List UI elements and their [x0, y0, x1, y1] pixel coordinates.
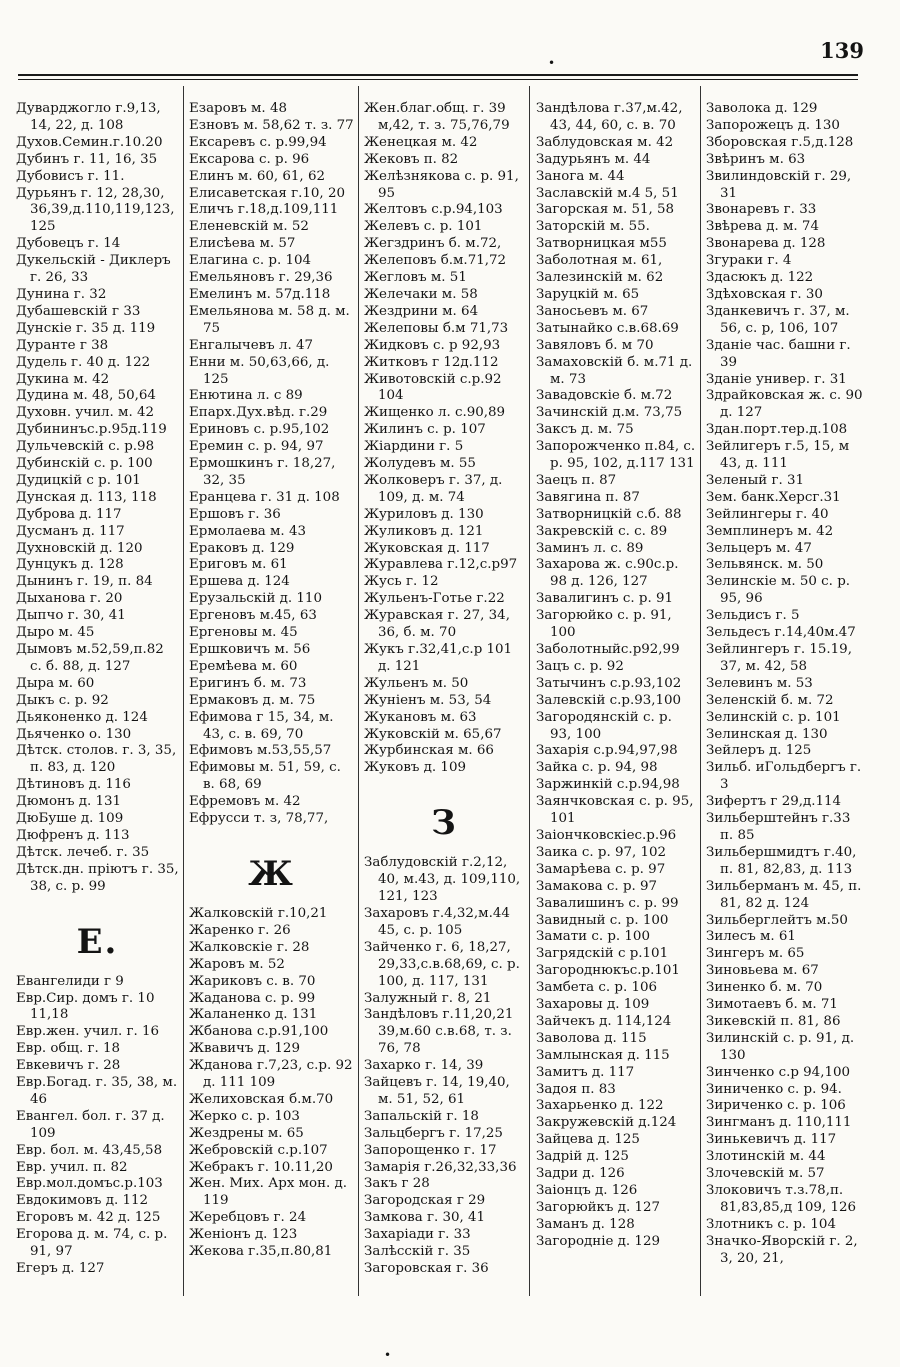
- page-number: 139: [820, 38, 864, 63]
- directory-entry: Загоровская г. 36: [364, 1261, 489, 1276]
- directory-entry: Зандѣловъ г.11,20,21 39,м.60 с.в.68, т. з. 76, 78: [364, 1007, 518, 1057]
- directory-entry: Зингеръ м. 65: [706, 946, 805, 962]
- directory-entry: Заминъ л. с. 89: [536, 540, 644, 556]
- directory-entry: Дѣтск. лечеб. г. 35: [16, 844, 150, 860]
- directory-entry: Зинькевичъ д. 117: [706, 1132, 837, 1148]
- directory-entry: Женіонъ д. 123: [189, 1227, 298, 1243]
- directory-entry: Евр.Сир. домъ г. 10 11,18: [16, 990, 159, 1023]
- directory-entry: Дыра м. 60: [16, 675, 95, 691]
- directory-entry: Звѣринъ м. 63: [706, 151, 806, 167]
- directory-entry: Дымовъ м.52,59,п.82 с. б. 88, д. 127: [16, 642, 169, 674]
- directory-entry: Жаланенко д. 131: [189, 1007, 318, 1023]
- directory-entry: Жбанова с.р.91,100: [189, 1024, 329, 1040]
- directory-entry: Ериговъ м. 61: [189, 557, 288, 573]
- directory-entry: Зальцбергъ г. 17,25: [364, 1125, 503, 1141]
- directory-entry: Егеръ д. 127: [16, 1261, 105, 1276]
- directory-entry: Зданіе час. башни г. 39: [706, 337, 855, 370]
- directory-entry: Зелинскій с. р. 101: [706, 709, 841, 725]
- directory-entry: Жалковскій г.10,21: [189, 905, 328, 921]
- directory-entry: Жаровъ м. 52: [189, 956, 285, 972]
- directory-entry: Зильберманъ м. 45, п. 81, 82 д. 124: [706, 878, 866, 911]
- directory-entry: Ефимова г 15, 34, м. 43, с. в. 69, 70: [189, 709, 338, 742]
- directory-entry: Евкевичъ г. 28: [16, 1058, 121, 1074]
- directory-entry: Елисаветская г.10, 20: [189, 185, 345, 201]
- directory-entry: Захаріади г. 33: [364, 1227, 471, 1243]
- directory-entry: Еригинъ б. м. 73: [189, 675, 307, 691]
- directory-entry: Залужный г. 8, 21: [364, 990, 492, 1006]
- directory-entry: Ефрусси т. з, 78,77,: [189, 811, 329, 827]
- directory-entry: Зданіе универ. г. 31: [706, 371, 847, 387]
- directory-entry: Зданкевичъ г. 37, м. 56, с. р, 106, 107: [706, 303, 854, 336]
- directory-entry: Жолковеръ г. 37, д. 109, д. м. 74: [364, 472, 507, 505]
- directory-entry: Дукина м. 42: [16, 371, 110, 387]
- directory-entry: Епарх.Дух.вѣд. г.29: [189, 405, 328, 421]
- directory-entry: Жездрини м. 64: [364, 303, 479, 319]
- directory-entry: Дудина м. 48, 50,64: [16, 388, 156, 404]
- directory-entry: Дуранте г 38: [16, 337, 109, 353]
- directory-entry: Земплинеръ м. 42: [706, 523, 834, 539]
- directory-entry: Дюфренъ д. 113: [16, 827, 130, 843]
- directory-entry: Задурьянъ м. 44: [536, 151, 651, 167]
- directory-entry: Зикевскій п. 81, 86: [706, 1013, 841, 1029]
- directory-entry: Дубашевскій г 33: [16, 303, 141, 319]
- directory-entry: Желѣзнякова с. р. 91, 95: [364, 168, 524, 201]
- directory-entry: Елисѣева м. 57: [189, 236, 296, 252]
- directory-entry: Ершева д. 124: [189, 574, 290, 590]
- directory-entry: Духовн. учил. м. 42: [16, 405, 154, 421]
- directory-entry: Зильб. иГольдбергъ г. 3: [706, 760, 866, 793]
- directory-entry: Затворницкій с.б. 88: [536, 506, 682, 522]
- directory-entry: Зелевинъ м. 53: [706, 675, 813, 691]
- directory-entry: Дунцукъ д. 128: [16, 557, 124, 573]
- directory-entry: Зильберглейтъ м.50: [706, 912, 848, 928]
- directory-entry: Заецъ п. 87: [536, 472, 617, 488]
- directory-entry: Елагина с. р. 104: [189, 253, 312, 269]
- directory-entry: Дьяченко о. 130: [16, 726, 132, 742]
- directory-entry: Енни м. 50,63,66, д. 125: [189, 354, 334, 387]
- directory-entry: Замбета с. р. 106: [536, 980, 658, 996]
- directory-entry: Дѣтиновъ д. 116: [16, 777, 131, 793]
- directory-entry: Жерко с. р. 103: [189, 1108, 300, 1124]
- directory-entry: Замитъ д. 117: [536, 1064, 635, 1080]
- directory-entry: Дудель г. 40 д. 122: [16, 354, 151, 370]
- directory-entry: Жездрены м. 65: [189, 1125, 304, 1141]
- directory-entry: Зеленый г. 31: [706, 472, 805, 488]
- directory-entry: Заносьевъ м. 67: [536, 303, 649, 319]
- directory-entry: Дунскіе г. 35 д. 119: [16, 320, 156, 336]
- directory-entry: Жегздринъ б. м.72,: [364, 236, 502, 252]
- directory-entry: Закъ г 28: [364, 1176, 430, 1192]
- directory-entry: Дуброва д. 117: [16, 506, 122, 522]
- section-letter-heading: З: [431, 803, 458, 844]
- directory-entry: Жукановъ м. 63: [364, 709, 477, 725]
- directory-entry: Ермаковъ д. м. 75: [189, 692, 316, 708]
- directory-entry: Зацъ с. р. 92: [536, 658, 624, 674]
- directory-entry: Жукъ г.32,41,с.р 101 д. 121: [364, 642, 517, 674]
- directory-entry: Заболотныйс.р92,99: [536, 642, 680, 657]
- directory-entry: Замакова с. р. 97: [536, 878, 658, 894]
- directory-entry: Езновъ м. 58,62 т. з. 77: [189, 117, 354, 133]
- directory-entry: Зеленскій б. м. 72: [706, 692, 834, 708]
- directory-entry: Зайцева д. 125: [536, 1132, 640, 1148]
- directory-entry: Евр.жен. учил. г. 16: [16, 1024, 160, 1040]
- directory-entry: Жен.благ.общ. г. 39 м,42, т. з. 75,76,79: [364, 101, 510, 133]
- directory-entry: Заіонцъ д. 126: [536, 1183, 638, 1198]
- directory-entry: Задоя п. 83: [536, 1081, 616, 1097]
- directory-entry: Замлынская д. 115: [536, 1047, 670, 1063]
- directory-entry: Захарко г. 14, 39: [364, 1058, 484, 1074]
- directory-entry: Зилесъ м. 61: [706, 929, 796, 945]
- directory-entry: Дусманъ д. 117: [16, 523, 125, 539]
- directory-entry: Загорюйко с. р. 91, 100: [536, 608, 676, 641]
- directory-entry: Евангелиди г 9: [16, 973, 124, 989]
- directory-entry: Заволова д. 115: [536, 1030, 647, 1046]
- directory-entry: Зельдисъ г. 5: [706, 608, 800, 624]
- header-mark: •: [548, 56, 556, 70]
- directory-entry: Животовскій с.р.92 104: [364, 371, 506, 404]
- directory-entry: Дунина г. 32: [16, 286, 107, 302]
- directory-entry: Завалишинъ с. р. 99: [536, 895, 679, 911]
- header-rule: [18, 74, 858, 76]
- directory-entry: Звонарева д. 128: [706, 236, 826, 252]
- directory-entry: Журбинская м. 66: [364, 743, 494, 759]
- directory-entry: Замати с. р. 100: [536, 929, 650, 945]
- directory-entry: Зейлингеръ г. 15.19, 37, м. 42, 58: [706, 642, 857, 674]
- directory-entry: Жуніенъ м. 53, 54: [364, 692, 492, 708]
- directory-entry: Жіардини г. 5: [364, 439, 464, 455]
- directory-entry: Звонаревъ г. 33: [706, 202, 817, 218]
- section-letter-heading: Е.: [76, 921, 119, 962]
- directory-entry: Зириченко с. р. 106: [706, 1098, 846, 1114]
- directory-entry: Заржинкій с.р.94,98: [536, 777, 680, 793]
- directory-entry: Енгалычевъ л. 47: [189, 337, 314, 353]
- directory-entry: Ершовъ г. 36: [189, 506, 281, 522]
- directory-entry: Зельвянск. м. 50: [706, 557, 824, 573]
- directory-entry: Еранцева г. 31 д. 108: [189, 489, 340, 505]
- directory-entry: Жульенъ-Готье г.22: [364, 591, 505, 607]
- directory-entry: Запорожченко п.84, с. р. 95, 102, д.117 131: [536, 439, 700, 472]
- directory-entry: Зборовская г.5,д.128: [706, 134, 854, 150]
- directory-entry: Завадовскіе б. м.72: [536, 388, 673, 404]
- directory-entry: Жуковскій м. 65,67: [364, 726, 502, 742]
- directory-entry: Евангел. бол. г. 37 д. 109: [16, 1108, 169, 1141]
- directory-entry: Задрій д. 125: [536, 1149, 629, 1165]
- directory-entry: Женецкая м. 42: [364, 134, 478, 150]
- directory-entry: Журавлева г.12,с.р97: [364, 557, 518, 573]
- column-separator: [700, 86, 701, 1296]
- directory-column-5: [706, 101, 866, 1291]
- directory-entry: Заруцкій м. 65: [536, 286, 640, 302]
- directory-entry: Закревскій с. с. 89: [536, 523, 668, 539]
- bottom-mark: •: [384, 1348, 392, 1362]
- directory-entry: Евр. учил. п. 82: [16, 1159, 128, 1175]
- directory-entry: Здрайковская ж. с. 90 д. 127: [706, 388, 867, 421]
- directory-entry: Жегловъ м. 51: [364, 270, 467, 286]
- directory-entry: Дуварджогло г.9,13, 14, 22, д. 108: [16, 101, 165, 133]
- directory-entry: Ефимовъ м.53,55,57: [189, 743, 332, 759]
- directory-entry: Заіончковскіес.р.96: [536, 827, 677, 843]
- directory-entry: Завидный с. р. 100: [536, 912, 669, 928]
- directory-entry: Заблудовскій г.2,12, 40, м.43, д. 109,110, 121, 123: [364, 855, 525, 905]
- directory-entry: Завягина п. 87: [536, 489, 640, 505]
- directory-entry: Зайцевъ г. 14, 19,40, м. 51, 52, 61: [364, 1075, 515, 1107]
- directory-entry: Желеповъ б.м.71,72: [364, 253, 507, 269]
- directory-entry: Зейлигеръ г.5, 15, м 43, д. 111: [706, 439, 854, 472]
- directory-entry: Евр. общ. г. 18: [16, 1041, 121, 1057]
- directory-entry: Затычинъ с.р.93,102: [536, 675, 682, 691]
- directory-entry: Желиховская б.м.70: [189, 1091, 334, 1107]
- directory-entry: Еличъ г.18,д.109,111: [189, 202, 339, 218]
- directory-entry: Занога м. 44: [536, 168, 625, 184]
- directory-entry: Зинченко с.р 94,100: [706, 1064, 851, 1080]
- directory-entry: Замарѣева с. р. 97: [536, 861, 666, 877]
- directory-entry: Заманъ д. 128: [536, 1216, 635, 1232]
- directory-entry: Дульчевскій с. р.98: [16, 439, 155, 455]
- directory-entry: Зейлингеры г. 40: [706, 506, 829, 522]
- directory-entry: Зиненко б. м. 70: [706, 980, 823, 996]
- directory-entry: Желечаки м. 58: [364, 286, 478, 302]
- directory-entry: Зиновьева м. 67: [706, 963, 819, 979]
- directory-entry: Дубовецъ г. 14: [16, 236, 121, 252]
- directory-entry: Егоровъ м. 42 д. 125: [16, 1210, 161, 1226]
- directory-entry: Злотинскій м. 44: [706, 1149, 826, 1165]
- directory-entry: Жуковъ д. 109: [364, 760, 466, 776]
- directory-column-4: [536, 101, 700, 1291]
- directory-entry: Жидковъ с. р 92,93: [364, 337, 501, 353]
- directory-entry: Жусь г. 12: [364, 574, 439, 590]
- directory-entry: Жековъ п. 82: [364, 151, 459, 167]
- directory-entry: Желевъ с. р. 101: [364, 219, 483, 235]
- directory-entry: Духов.Семин.г.10.20: [16, 134, 163, 150]
- directory-entry: Замаховскій б. м.71 д. м. 73: [536, 354, 697, 387]
- directory-entry: Зелинская д. 130: [706, 726, 828, 742]
- directory-entry: Жеребцовъ г. 24: [189, 1210, 307, 1226]
- directory-entry: ДюБуше д. 109: [16, 811, 124, 827]
- directory-entry: Зайчекъ д. 114,124: [536, 1013, 672, 1029]
- directory-entry: Зайченко г. 6, 18,27, 29,33,с.в.68,69, с. р. 100, д. 117, 131: [364, 939, 525, 989]
- directory-entry: Захарова ж. с.90с.р. 98 д. 126, 127: [536, 557, 683, 590]
- directory-entry: Звѣрева д. м. 74: [706, 219, 819, 235]
- directory-entry: Заболотная м. 61,: [536, 253, 663, 269]
- directory-entry: Зимотаевъ б. м. 71: [706, 997, 838, 1013]
- directory-entry: Ерузальскій д. 110: [189, 591, 322, 607]
- directory-entry: Завяловъ б. м 70: [536, 337, 654, 353]
- directory-entry: Дубининъс.р.95д.119: [16, 422, 167, 438]
- directory-entry: Журиловъ д. 130: [364, 506, 484, 522]
- directory-entry: Зельдесъ г.14,40м.47: [706, 625, 856, 641]
- directory-entry: Евр. бол. м. 43,45,58: [16, 1142, 163, 1158]
- directory-entry: Емельяновъ г. 29,36: [189, 270, 333, 286]
- directory-entry: Замарія г.26,32,33,36: [364, 1159, 517, 1175]
- directory-entry: Ергеновы м. 45: [189, 625, 298, 641]
- directory-entry: Дыханова г. 20: [16, 591, 123, 607]
- directory-entry: Желеповы б.м 71,73: [364, 320, 509, 336]
- directory-entry: Заика с. р. 97, 102: [536, 844, 667, 860]
- directory-entry: Заволока д. 129: [706, 101, 818, 116]
- directory-entry: Жуковская д. 117: [364, 540, 490, 556]
- directory-entry: Жебровскій с.р.107: [189, 1142, 328, 1158]
- directory-entry: Духновскій д. 120: [16, 540, 143, 556]
- directory-entry: Зиниченко с. р. 94.: [706, 1081, 842, 1097]
- directory-entry: Желтовъ с.р.94,103: [364, 202, 503, 218]
- directory-entry: Дюмонъ д. 131: [16, 794, 122, 810]
- column-separator: [529, 86, 530, 1296]
- directory-entry: Ефремовъ м. 42: [189, 794, 301, 810]
- directory-entry: Жульенъ м. 50: [364, 675, 469, 691]
- directory-entry: Ериновъ с. р.95,102: [189, 422, 330, 438]
- directory-entry: Дукельскій - Диклеръ г. 26, 33: [16, 253, 175, 286]
- directory-entry: Ершковичъ м. 56: [189, 642, 311, 657]
- directory-entry: Залѣсскій г. 35: [364, 1244, 471, 1260]
- directory-entry: Жекова г.35,п.80,81: [189, 1244, 333, 1260]
- directory-entry: Жен. Мих. Арх мон. д. 119: [189, 1176, 352, 1209]
- directory-entry: Зайка с. р. 94, 98: [536, 760, 658, 776]
- directory-entry: Дынинъ г. 19, п. 84: [16, 574, 153, 590]
- directory-entry: Енютина л. с 89: [189, 388, 303, 404]
- directory-entry: Залезинскій м. 62: [536, 270, 664, 286]
- directory-entry: Затынайко с.в.68.69: [536, 320, 679, 336]
- directory-entry: Дѣтск. столов. г. 3, 35, п. 83, д. 120: [16, 743, 181, 776]
- directory-entry: Зандѣлова г.37,м.42, 43, 44, 60, с. в. 70: [536, 101, 687, 133]
- directory-entry: Залевскій с.р.93,100: [536, 692, 682, 708]
- directory-entry: Загорюйкъ д. 127: [536, 1199, 661, 1215]
- directory-entry: Захаровъ г.4,32,м.44 45, с. р. 105: [364, 905, 515, 938]
- directory-entry: Закружевскій д.124: [536, 1115, 677, 1131]
- directory-entry: Ераковъ д. 129: [189, 540, 295, 556]
- directory-entry: Жуликовъ д. 121: [364, 523, 484, 539]
- directory-entry: Езаровъ м. 48: [189, 101, 287, 116]
- directory-column-1: [16, 101, 183, 1291]
- directory-entry: Задри д. 126: [536, 1166, 625, 1182]
- directory-entry: Злотникъ с. р. 104: [706, 1216, 836, 1232]
- directory-entry: Заторскій м. 55.: [536, 219, 650, 235]
- directory-entry: Зильбершмидтъ г.40, п. 81, 82,83, д. 113: [706, 844, 861, 877]
- directory-entry: Заксъ д. м. 75: [536, 422, 634, 438]
- directory-entry: Здасюкъ д. 122: [706, 270, 814, 286]
- directory-entry: Загородянскій с. р. 93, 100: [536, 709, 677, 742]
- directory-entry: Загрядскій с р.101: [536, 946, 669, 962]
- directory-entry: Зифертъ г 29,д.114: [706, 794, 842, 810]
- directory-entry: Емельянова м. 58 д. м. 75: [189, 303, 355, 336]
- directory-entry: Здѣховская г. 30: [706, 286, 823, 302]
- directory-entry: Еленевскій м. 52: [189, 219, 309, 235]
- directory-entry: Дубинъ г. 11, 16, 35: [16, 151, 158, 167]
- directory-entry: Зильберштейнъ г.33 п. 85: [706, 811, 855, 843]
- directory-entry: Здан.порт.тер.д.108: [706, 422, 848, 438]
- directory-entry: Звилиндовскій г. 29, 31: [706, 168, 856, 201]
- directory-entry: Елинъ м. 60, 61, 62: [189, 168, 325, 184]
- directory-entry: Дыпчо г. 30, 41: [16, 608, 126, 624]
- directory-entry: Згураки г. 4: [706, 253, 792, 269]
- directory-entry: Егорова д. м. 74, с. р. 91, 97: [16, 1227, 172, 1260]
- directory-entry: Ексарова с. р. 96: [189, 151, 310, 167]
- directory-entry: Заянчковская с. р. 95, 101: [536, 794, 698, 827]
- directory-entry: Жалковскіе г. 28: [189, 939, 310, 955]
- directory-entry: Злочевскій м. 57: [706, 1166, 825, 1182]
- directory-entry: Завалигинъ с. р. 91: [536, 591, 674, 607]
- directory-entry: Дудицкій с р. 101: [16, 472, 141, 488]
- directory-entry: Жданова г.7,23, с.р. 92 д. 111 109: [189, 1058, 357, 1091]
- directory-entry: Евр.Богад. г. 35, 38, м. 46: [16, 1075, 182, 1107]
- directory-entry: Жаренко г. 26: [189, 922, 291, 938]
- directory-entry: Запорощенко г. 17: [364, 1142, 497, 1158]
- directory-entry: Замкова г. 30, 41: [364, 1210, 486, 1226]
- directory-entry: Захарьенко д. 122: [536, 1098, 664, 1114]
- directory-entry: Зачинскій д.м. 73,75: [536, 405, 683, 421]
- directory-entry: Дыкъ с. р. 92: [16, 692, 109, 708]
- directory-entry: Заславскій м.4 5, 51: [536, 185, 679, 201]
- directory-entry: Журавская г. 27, 34, 36, б. м. 70: [364, 608, 515, 641]
- directory-entry: Евдокимовъ д. 112: [16, 1193, 149, 1209]
- directory-entry: Емелинъ м. 57д.118: [189, 286, 331, 302]
- directory-entry: Еремѣева м. 60: [189, 658, 298, 674]
- directory-entry: Жвавичъ д. 129: [189, 1041, 300, 1057]
- header-rule-thin: [18, 79, 858, 80]
- directory-entry: Захарія с.р.94,97,98: [536, 743, 678, 759]
- directory-entry: Евр.мол.домъс.р.103: [16, 1176, 163, 1192]
- directory-entry: Захаровы д. 109: [536, 997, 650, 1013]
- column-separator: [358, 86, 359, 1296]
- directory-column-3: [364, 101, 525, 1291]
- directory-entry: Жаданова с. р. 99: [189, 990, 316, 1006]
- directory-entry: Ермолаева м. 43: [189, 523, 306, 539]
- directory-column-2: [189, 101, 357, 1291]
- directory-entry: Дьяконенко д. 124: [16, 709, 148, 725]
- column-separator: [183, 86, 184, 1296]
- directory-entry: Дунская д. 113, 118: [16, 489, 157, 505]
- section-letter-heading: Ж: [248, 853, 295, 894]
- directory-entry: Дубовисъ г. 11.: [16, 168, 125, 184]
- directory-entry: Запальскій г. 18: [364, 1108, 479, 1124]
- directory-entry: Значко-Яворскій г. 2, 3, 20, 21,: [706, 1233, 862, 1266]
- directory-entry: Жилинъ с. р. 107: [364, 422, 486, 438]
- directory-entry: Зельцеръ м. 47: [706, 540, 812, 556]
- directory-entry: Жищенко л. с.90,89: [364, 405, 506, 421]
- directory-entry: Загородніе д. 129: [536, 1233, 660, 1249]
- directory-entry: Ефимовы м. 51, 59, с. в. 68, 69: [189, 760, 346, 793]
- directory-entry: Заблудовская м. 42: [536, 134, 674, 150]
- directory-entry: Жолудевъ м. 55: [364, 456, 476, 472]
- directory-entry: Житковъ г 12д.112: [364, 354, 499, 370]
- directory-entry: Дубинскій с. р. 100: [16, 456, 153, 472]
- directory-entry: Зилинскій с. р. 91, д. 130: [706, 1030, 859, 1063]
- directory-entry: Дѣтск.дн. пріютъ г. 35, 38, с. р. 99: [16, 861, 183, 894]
- directory-entry: Зейлеръ д. 125: [706, 743, 812, 759]
- directory-entry: Зингманъ д. 110,111: [706, 1115, 852, 1131]
- directory-entry: Жебракъ г. 10.11,20: [189, 1159, 333, 1175]
- directory-entry: Зелинскіе м. 50 с. р. 95, 96: [706, 574, 855, 607]
- directory-entry: Ексаревъ с. р.99,94: [189, 134, 327, 150]
- directory-entry: Зем. банк.Херсг.31: [706, 489, 841, 505]
- directory-entry: Загородская г 29: [364, 1193, 486, 1209]
- directory-entry: Ергеновъ м.45, 63: [189, 608, 317, 624]
- directory-entry: Затворницкая м55: [536, 236, 667, 252]
- directory-entry: Еремин с. р. 94, 97: [189, 439, 324, 455]
- directory-entry: Ермошкинъ г. 18,27, 32, 35: [189, 456, 340, 488]
- directory-entry: Дурьянъ г. 12, 28,30, 36,39,д.110,119,123, 125: [16, 185, 179, 235]
- directory-entry: Злоковичъ т.з.78,п. 81,83,85,д 109, 126: [706, 1183, 857, 1215]
- directory-entry: Запорожецъ д. 130: [706, 117, 840, 133]
- directory-entry: Дыро м. 45: [16, 625, 95, 641]
- directory-entry: Загорская м. 51, 58: [536, 202, 675, 218]
- directory-entry: Загороднюкъс.р.101: [536, 963, 680, 979]
- directory-entry: Жариковъ с. в. 70: [189, 973, 316, 989]
